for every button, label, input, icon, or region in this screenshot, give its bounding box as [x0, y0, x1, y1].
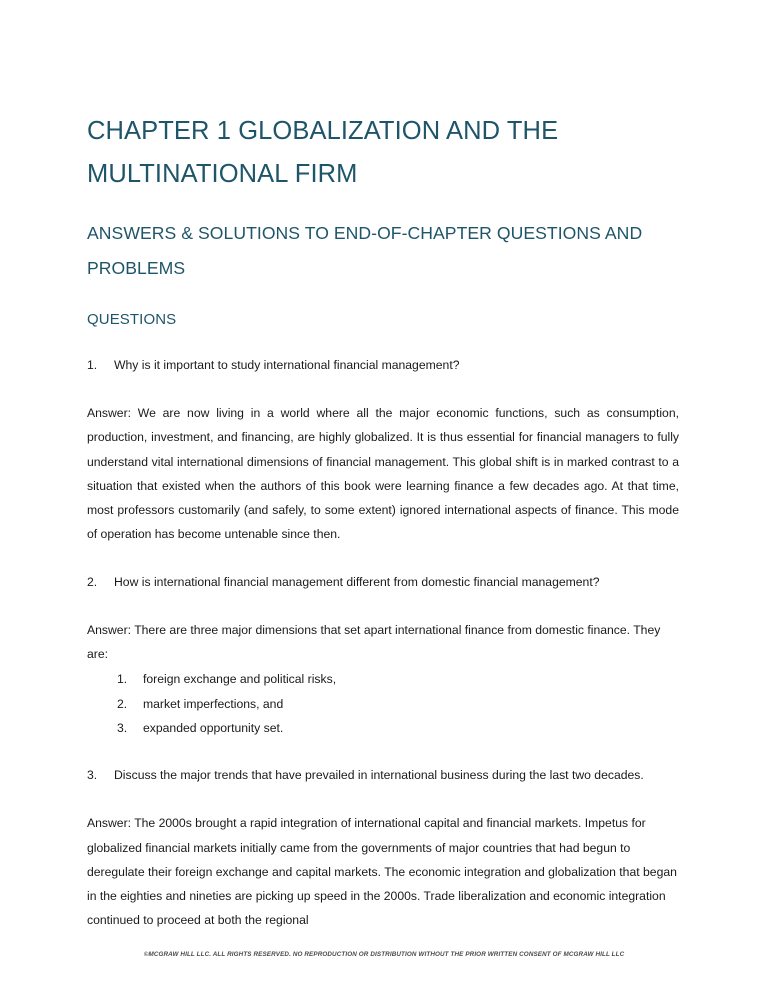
list-item-label: foreign exchange and political risks, [143, 672, 337, 687]
answer-block [87, 618, 679, 740]
chapter-title [87, 110, 679, 196]
question-number: 2. [87, 574, 98, 589]
list-item [87, 692, 679, 716]
question-prompt: Why is it important to study international financial management? [114, 358, 460, 372]
list-item-number: 2. [117, 696, 128, 711]
page-footer: ©MCGRAW HILL LLC. ALL RIGHTS RESERVED. NO REPRODUCTION OR DISTRIBUTION WITHOUT THE PRIOR WRITTEN CONSENT OF MCGRAW HILL LLC [143, 951, 625, 958]
chapter-title-line-2: MULTINATIONAL FIRM [87, 160, 358, 188]
document-subtitle-text: ANSWERS & SOLUTIONS TO END-OF-CHAPTER QUESTIONS AND PROBLEMS [87, 223, 643, 278]
question-prompt: How is international financial management different from domestic financial management? [114, 574, 600, 589]
list-item-label: expanded opportunity set. [143, 720, 284, 735]
document-content [87, 0, 679, 933]
list-item [87, 716, 679, 740]
list-item [87, 667, 679, 691]
question-item [87, 353, 679, 377]
question-item [87, 763, 679, 787]
section-heading-text: QUESTIONS [87, 311, 177, 328]
section-heading-questions [87, 310, 679, 330]
list-item-label: market imperfections, and [143, 696, 284, 711]
question-number: 3. [87, 768, 98, 783]
question-item [87, 570, 679, 594]
answer-sublist [87, 667, 679, 740]
chapter-title-line-1: CHAPTER 1 GLOBALIZATION AND THE [87, 117, 559, 145]
answer-block [87, 811, 679, 932]
question-prompt: Discuss the major trends that have prevailed in international business during the last two decades. [114, 768, 644, 783]
document-subtitle [87, 216, 679, 286]
list-item-number: 1. [117, 672, 128, 687]
answer-text: Answer: There are three major dimensions that set apart international finance from domestic finance. They are: [87, 622, 661, 662]
answer-text: Answer: We are now living in a world where all the major economic functions, such as consumption, production, investment, and financing, are highly globalized. It is thus essential for financial managers to fully understand vital international dimensions of financial management. This global shift is in marked contrast to a situation that existed when the authors of this book were learning finance a few decades ago. At that time, most professors customarily (and safely, to some extent) ignored international aspects of finance. This mode of operation has become untenable since then. [87, 406, 679, 542]
question-number: 1. [87, 358, 98, 372]
answer-block [87, 401, 679, 547]
answer-text: Answer: The 2000s brought a rapid integration of international capital and financial markets. Impetus for globalized financial markets initially came from the governments of major countries that had begun to deregulate their foreign exchange and capital markets. The economic integration and globalization that began in the eighties and nineties are picking up speed in the 2000s. Trade liberalization and economic integration continued to proceed at both the regional [87, 816, 677, 928]
list-item-number: 3. [117, 720, 128, 735]
